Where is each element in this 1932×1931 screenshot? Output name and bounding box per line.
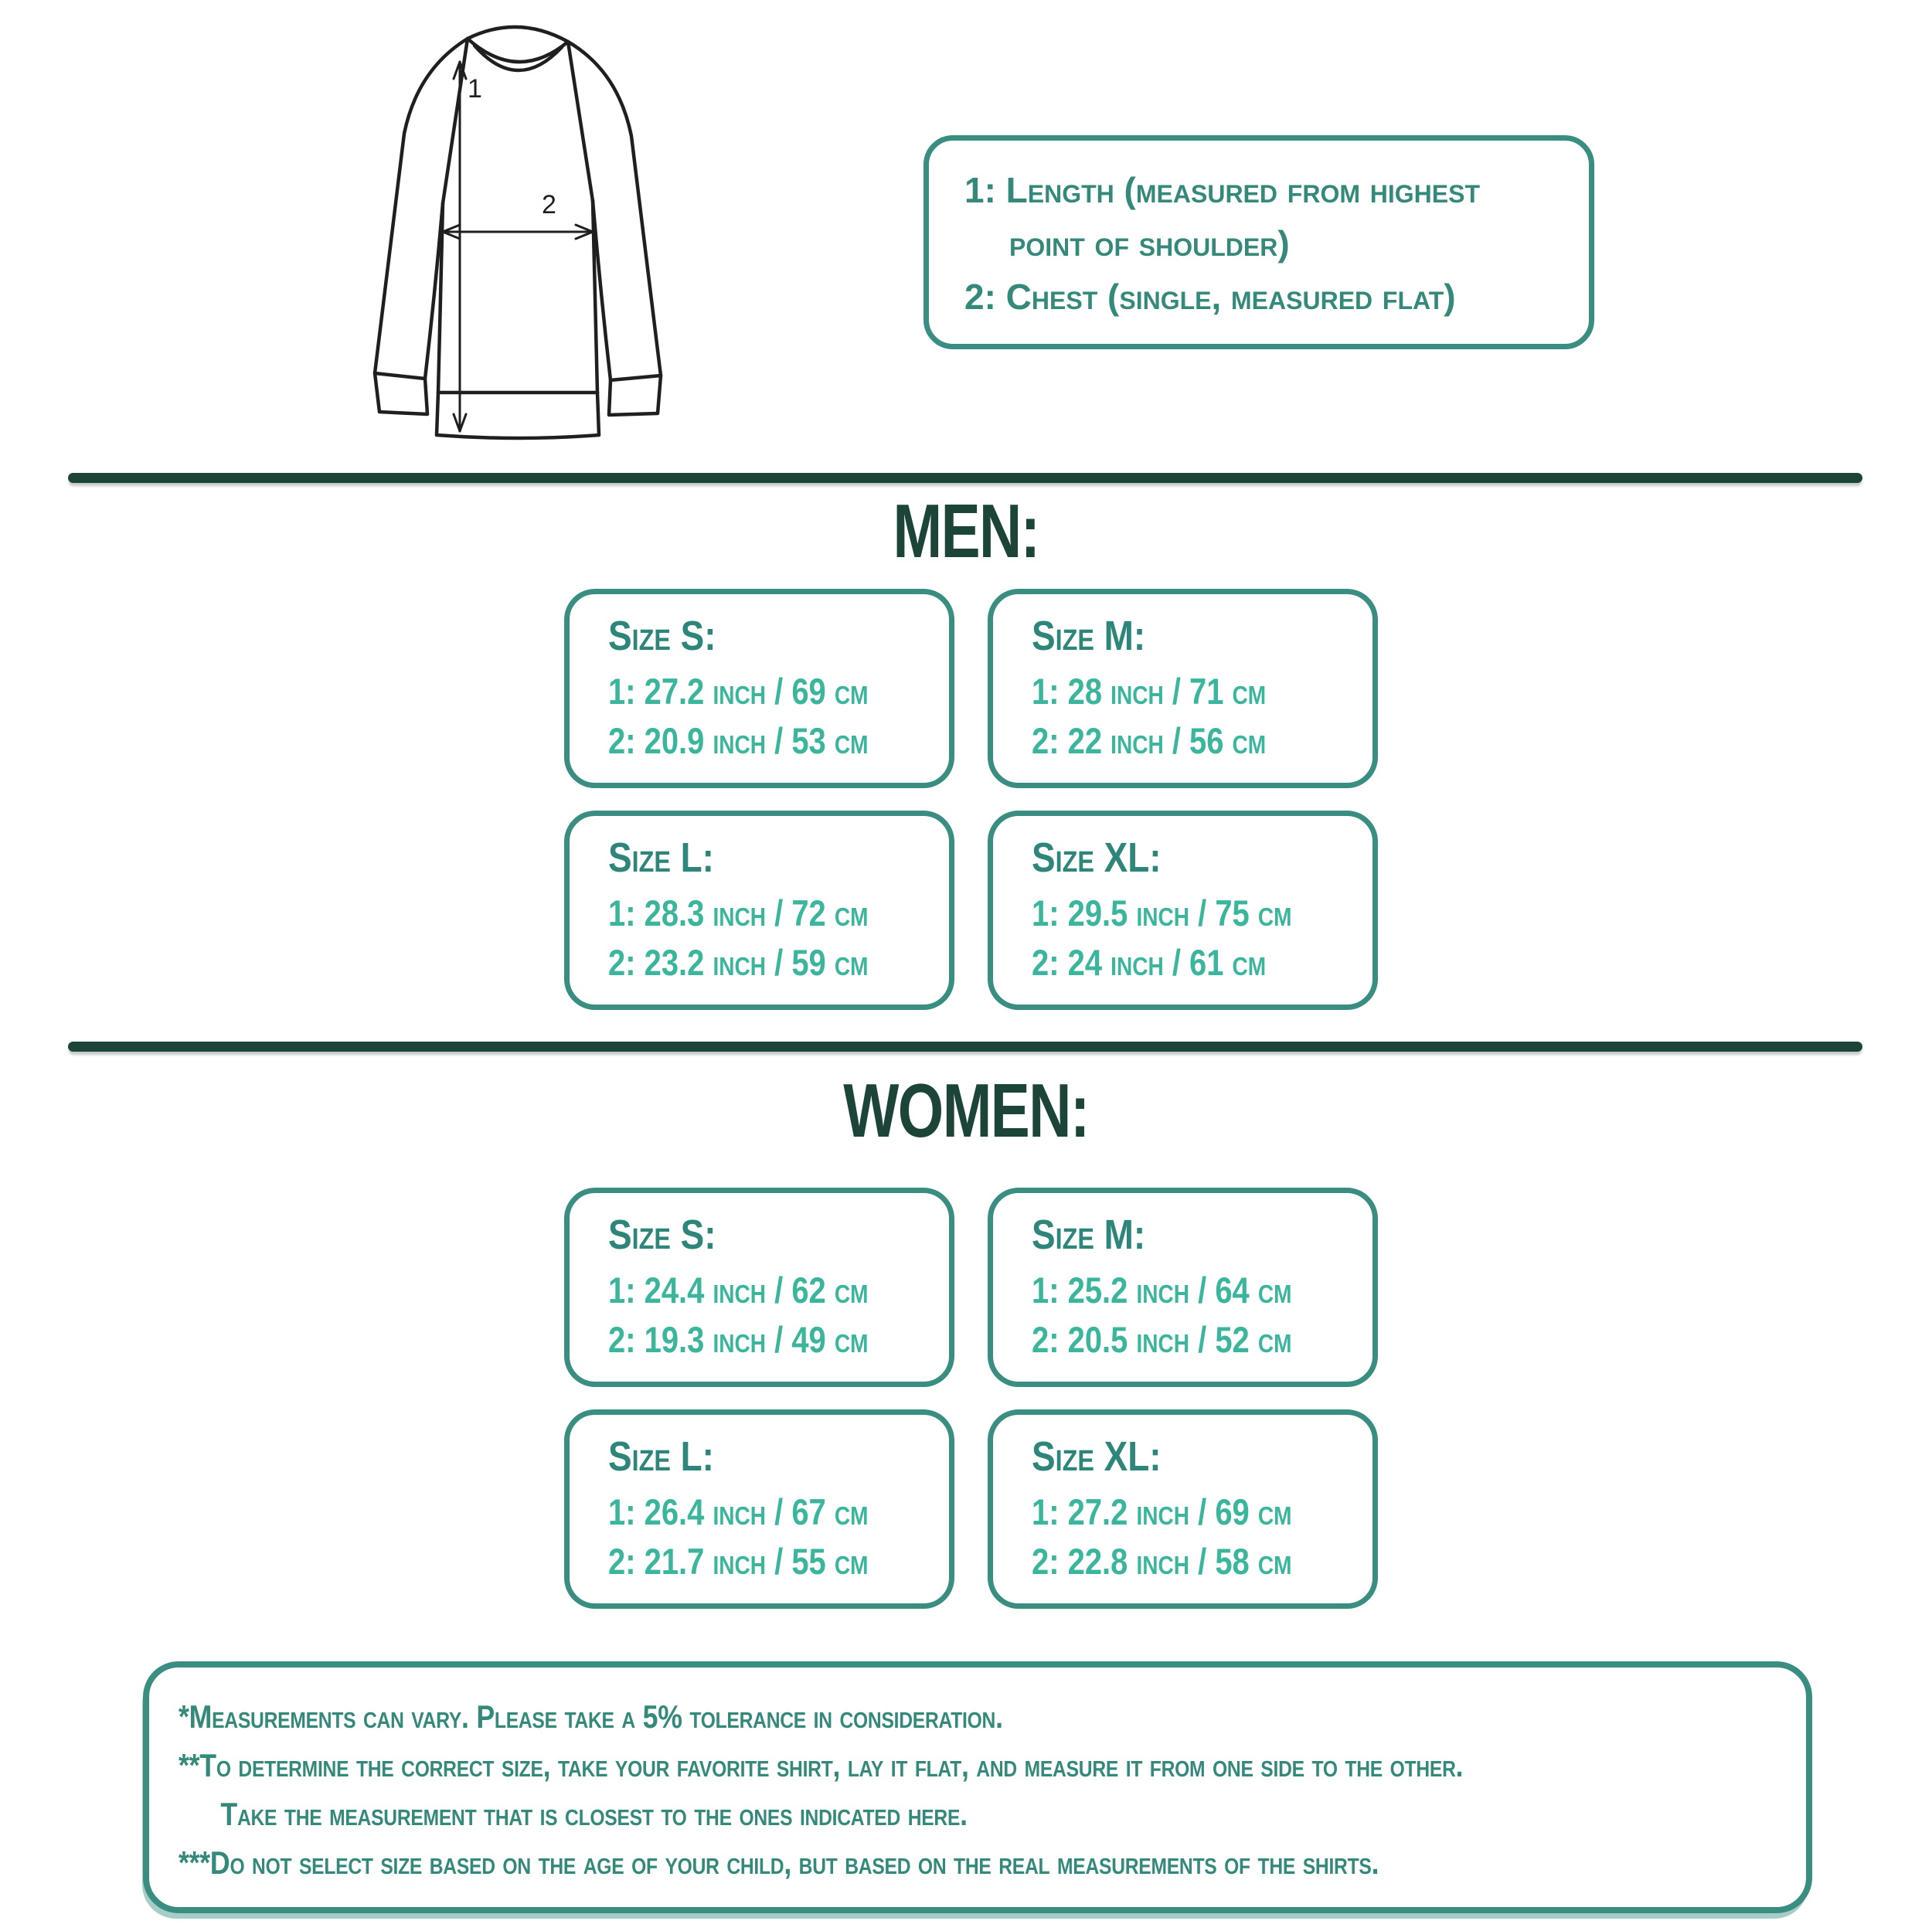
measurement-arrows	[443, 62, 593, 431]
size-card-title: Size L:	[608, 835, 714, 881]
size-chest-value: 2: 23.2 inch / 59 cm	[608, 942, 869, 984]
size-length-value: 1: 27.2 inch / 69 cm	[1032, 1491, 1292, 1533]
size-length-value: 1: 27.2 inch / 69 cm	[608, 671, 869, 712]
size-card-title: Size M:	[1032, 1212, 1146, 1258]
size-card-title: Size L:	[608, 1433, 714, 1480]
size-chest-value: 2: 22 inch / 56 cm	[1032, 720, 1267, 762]
size-chest-value: 2: 20.9 inch / 53 cm	[608, 720, 869, 762]
men-section-divider	[68, 473, 1862, 483]
chest-measure-label: 2	[542, 190, 556, 219]
men-size-grid	[564, 589, 1378, 1010]
length-measure-label: 1	[468, 74, 482, 104]
shirt-diagram	[352, 22, 684, 443]
size-card-title: Size XL:	[1032, 1433, 1162, 1480]
women-section-heading: WOMEN:	[843, 1068, 1089, 1153]
women-section-divider	[68, 1042, 1862, 1052]
size-card-men-s	[564, 589, 954, 788]
size-length-value: 1: 25.2 inch / 64 cm	[1032, 1270, 1292, 1311]
size-chest-value: 2: 22.8 inch / 58 cm	[1032, 1541, 1292, 1583]
women-size-grid	[564, 1188, 1378, 1609]
size-card-men-l	[564, 811, 954, 1010]
size-length-value: 1: 28.3 inch / 72 cm	[608, 892, 869, 934]
size-chest-value: 2: 20.5 inch / 52 cm	[1032, 1319, 1292, 1361]
size-chest-value: 2: 19.3 inch / 49 cm	[608, 1319, 869, 1361]
note-how-to-measure: **To determine the correct size, take your favorite shirt, lay it flat, and measure it from one side to the other.	[179, 1747, 1464, 1783]
size-card-title: Size M:	[1032, 613, 1146, 659]
men-section-heading: MEN:	[893, 488, 1039, 573]
size-length-value: 1: 24.4 inch / 62 cm	[608, 1270, 869, 1311]
size-length-value: 1: 28 inch / 71 cm	[1032, 671, 1267, 712]
legend-item-length: 1: Length (measured from highest point of shoulder)	[964, 170, 1481, 263]
size-card-women-l	[564, 1409, 954, 1609]
size-card-women-s	[564, 1188, 954, 1387]
size-card-women-m	[988, 1188, 1378, 1387]
size-chest-value: 2: 24 inch / 61 cm	[1032, 942, 1267, 984]
notes-box	[143, 1661, 1812, 1913]
measurement-legend	[923, 135, 1594, 349]
note-child-size: ***Do not select size based on the age of your child, but based on the real measurements of the shirts.	[179, 1844, 1379, 1881]
size-card-title: Size XL:	[1032, 835, 1162, 881]
size-card-men-m	[988, 589, 1378, 788]
size-length-value: 1: 29.5 inch / 75 cm	[1032, 892, 1292, 934]
note-tolerance: *Measurements can vary. Please take a 5% tolerance in consideration.	[179, 1698, 1003, 1735]
size-length-value: 1: 26.4 inch / 67 cm	[608, 1491, 869, 1533]
size-card-title: Size S:	[608, 613, 716, 659]
size-chest-value: 2: 21.7 inch / 55 cm	[608, 1541, 869, 1583]
size-card-women-xl	[988, 1409, 1378, 1609]
size-card-men-xl	[988, 811, 1378, 1010]
size-card-title: Size S:	[608, 1212, 716, 1258]
legend-item-chest: 2: Chest (single, measured flat)	[964, 277, 1456, 317]
note-how-to-measure-continued: Take the measurement that is closest to the ones indicated here.	[220, 1796, 968, 1832]
